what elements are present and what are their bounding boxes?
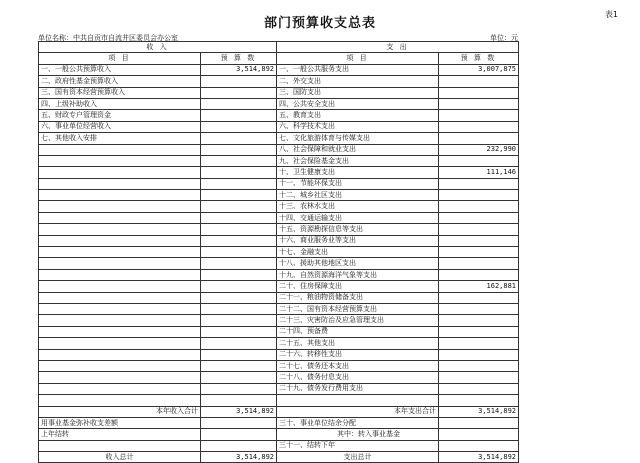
expense-value-cell: 232,990 <box>439 144 519 155</box>
income-item-cell <box>39 303 201 314</box>
table-row <box>39 133 519 144</box>
expense-item-cell <box>277 395 439 406</box>
income-item-cell <box>39 360 201 371</box>
table-row <box>39 87 519 98</box>
expense-item-cell: 十七、金融支出 <box>277 247 439 258</box>
income-value-cell <box>201 178 277 189</box>
expense-item-cell: 二十四、预备费 <box>277 326 439 337</box>
income-value-cell <box>201 338 277 349</box>
expense-value-cell <box>439 110 519 121</box>
income-item-cell <box>39 258 201 269</box>
income-item-cell <box>39 201 201 212</box>
table-row <box>39 155 519 166</box>
income-item-cell <box>39 281 201 292</box>
income-value-cell <box>201 190 277 201</box>
income-item-cell <box>39 292 201 303</box>
table-row <box>39 76 519 87</box>
expense-item-cell: 十、卫生健康支出 <box>277 167 439 178</box>
income-item-cell <box>39 155 201 166</box>
grand-total-row <box>39 452 519 463</box>
grand-expense-value: 3,514,892 <box>439 452 519 463</box>
fund-offset-label: 用事业基金弥补收支差额 <box>39 417 201 428</box>
income-item-cell <box>39 338 201 349</box>
table-row <box>39 247 519 258</box>
carry-row <box>39 417 519 428</box>
income-value-cell <box>201 258 277 269</box>
table-row <box>39 144 519 155</box>
prior-year-value <box>201 429 277 440</box>
income-item-cell <box>39 372 201 383</box>
table-row <box>39 383 519 394</box>
income-item-cell <box>39 395 201 406</box>
income-value-cell <box>201 121 277 132</box>
expense-item-cell: 九、社会保险基金支出 <box>277 155 439 166</box>
expense-item-cell: 十九、自然资源海洋气象等支出 <box>277 269 439 280</box>
income-value-cell <box>201 326 277 337</box>
expense-item-cell: 二十五、其他支出 <box>277 338 439 349</box>
table-row <box>39 121 519 132</box>
income-item-cell <box>39 269 201 280</box>
income-section-header: 收 入 <box>39 42 277 53</box>
table-row <box>39 190 519 201</box>
table-row <box>39 212 519 223</box>
expense-value-cell <box>439 292 519 303</box>
table-row <box>39 235 519 246</box>
income-value-cell <box>201 87 277 98</box>
income-value-cell <box>201 76 277 87</box>
expense-value-cell <box>439 269 519 280</box>
income-value-cell <box>201 372 277 383</box>
income-item-cell <box>39 190 201 201</box>
expense-value-cell: 111,146 <box>439 167 519 178</box>
income-value-cell <box>201 269 277 280</box>
expense-item-cell: 十四、交通运输支出 <box>277 212 439 223</box>
budget-summary-table <box>38 41 519 463</box>
income-item-cell <box>39 349 201 360</box>
expense-item-cell: 二十七、债务还本支出 <box>277 360 439 371</box>
income-item-cell <box>39 178 201 189</box>
expense-value-cell <box>439 383 519 394</box>
unit-name: 单位名称：中共自贡市自流井区委员会办公室 <box>38 34 178 42</box>
expense-item-cell: 八、社会保障和就业支出 <box>277 144 439 155</box>
expense-value-cell <box>439 98 519 109</box>
income-item-cell: 六、事业单位经营收入 <box>39 121 201 132</box>
income-item-cell: 五、财政专户管理资金 <box>39 110 201 121</box>
expense-value-cell <box>439 201 519 212</box>
grand-expense-label: 支出总计 <box>277 452 439 463</box>
grand-income-label: 收入总计 <box>39 452 201 463</box>
expense-item-cell: 五、教育支出 <box>277 110 439 121</box>
income-item-cell <box>39 224 201 235</box>
expense-value-cell: 3,007,875 <box>439 64 519 75</box>
expense-item-cell: 十五、资源勘探信息等支出 <box>277 224 439 235</box>
expense-item-cell: 十一、节能环保支出 <box>277 178 439 189</box>
income-item-cell <box>39 235 201 246</box>
expense-item-cell: 二十九、债务发行费用支出 <box>277 383 439 394</box>
income-value-cell <box>201 155 277 166</box>
expense-value-cell <box>439 178 519 189</box>
unit-of-measure: 单位：元 <box>490 34 518 42</box>
income-item-cell <box>39 212 201 223</box>
table-row <box>39 303 519 314</box>
income-value-cell <box>201 349 277 360</box>
expense-total-label: 本年支出合计 <box>277 406 439 417</box>
income-item-cell <box>39 326 201 337</box>
income-item-cell: 七、其他收入安排 <box>39 133 201 144</box>
income-item-cell: 三、国有资本经营预算收入 <box>39 87 201 98</box>
income-value-cell <box>201 247 277 258</box>
income-value-cell <box>201 235 277 246</box>
income-item-cell: 四、上级补助收入 <box>39 98 201 109</box>
section-header-row <box>39 42 519 53</box>
grand-income-value: 3,514,892 <box>201 452 277 463</box>
next-year-row <box>39 440 519 451</box>
income-budget-header: 预 算 数 <box>201 53 277 64</box>
expense-value-cell <box>439 360 519 371</box>
table-row <box>39 110 519 121</box>
expense-item-cell: 二十六、转移性支出 <box>277 349 439 360</box>
surplus-distribution-value <box>439 417 519 428</box>
expense-value-cell <box>439 349 519 360</box>
expense-item-cell: 二十二、国有资本经营预算支出 <box>277 303 439 314</box>
expense-value-cell <box>439 224 519 235</box>
expense-value-cell <box>439 212 519 223</box>
expense-item-cell: 十八、援助其他地区支出 <box>277 258 439 269</box>
expense-value-cell <box>439 315 519 326</box>
table-row <box>39 201 519 212</box>
table-row <box>39 292 519 303</box>
expense-value-cell <box>439 87 519 98</box>
prior-year-label: 上年结转 <box>39 429 201 440</box>
income-value-cell <box>201 292 277 303</box>
expense-item-cell: 十二、城乡社区支出 <box>277 190 439 201</box>
expense-item-cell: 二十八、债务付息支出 <box>277 372 439 383</box>
next-year-income-value <box>201 440 277 451</box>
expense-budget-header: 预 算 数 <box>439 53 519 64</box>
income-item-cell: 一、一般公共预算收入 <box>39 64 201 75</box>
income-value-cell <box>201 315 277 326</box>
expense-value-cell <box>439 133 519 144</box>
income-value-cell <box>201 212 277 223</box>
income-item-cell <box>39 247 201 258</box>
expense-value-cell <box>439 338 519 349</box>
expense-value-cell <box>439 372 519 383</box>
table-row <box>39 281 519 292</box>
next-year-label: 三十一、结转下年 <box>277 440 439 451</box>
income-item-cell <box>39 144 201 155</box>
income-value-cell <box>201 383 277 394</box>
expense-item-cell: 七、文化旅游体育与传媒支出 <box>277 133 439 144</box>
table-row <box>39 178 519 189</box>
next-year-value <box>439 440 519 451</box>
expense-value-cell <box>439 121 519 132</box>
table-row <box>39 395 519 406</box>
income-value-cell <box>201 98 277 109</box>
table-row <box>39 98 519 109</box>
income-item-cell <box>39 167 201 178</box>
income-value-cell <box>201 281 277 292</box>
table-row <box>39 269 519 280</box>
expense-item-cell: 四、公共安全支出 <box>277 98 439 109</box>
expense-value-cell <box>439 247 519 258</box>
surplus-distribution-label: 三十、事业单位结余分配 <box>277 417 439 428</box>
table-row <box>39 326 519 337</box>
income-value-cell <box>201 395 277 406</box>
table-row <box>39 64 519 75</box>
income-item-cell <box>39 315 201 326</box>
income-item-cell: 二、政府性基金预算收入 <box>39 76 201 87</box>
table-row <box>39 315 519 326</box>
income-item-cell <box>39 383 201 394</box>
next-year-income-blank <box>39 440 201 451</box>
expense-item-cell: 二十、住房保障支出 <box>277 281 439 292</box>
income-value-cell <box>201 201 277 212</box>
table-row <box>39 338 519 349</box>
expense-item-cell: 六、科学技术支出 <box>277 121 439 132</box>
income-value-cell: 3,514,892 <box>201 64 277 75</box>
income-item-header: 项 目 <box>39 53 201 64</box>
income-value-cell <box>201 167 277 178</box>
income-total-value: 3,514,892 <box>201 406 277 417</box>
prior-year-row <box>39 429 519 440</box>
table-row <box>39 167 519 178</box>
annual-total-row <box>39 406 519 417</box>
expense-item-cell: 二十三、灾害防治及应急管理支出 <box>277 315 439 326</box>
transfer-fund-value <box>439 429 519 440</box>
expense-item-cell: 二十一、粮油物资储备支出 <box>277 292 439 303</box>
expense-item-cell: 一、一般公共服务支出 <box>277 64 439 75</box>
sheet-number: 表1 <box>604 10 618 19</box>
expense-item-cell: 十六、商业服务业等支出 <box>277 235 439 246</box>
income-value-cell <box>201 110 277 121</box>
expense-item-cell: 二、外交支出 <box>277 76 439 87</box>
expense-value-cell: 162,881 <box>439 281 519 292</box>
expense-value-cell <box>439 155 519 166</box>
expense-value-cell <box>439 395 519 406</box>
table-row <box>39 372 519 383</box>
transfer-fund-label: 其中：转入事业基金 <box>277 429 439 440</box>
expense-item-cell: 三、国防支出 <box>277 87 439 98</box>
expense-section-header: 支 出 <box>277 42 519 53</box>
income-value-cell <box>201 144 277 155</box>
expense-value-cell <box>439 258 519 269</box>
table-row <box>39 360 519 371</box>
table-row <box>39 349 519 360</box>
expense-value-cell <box>439 235 519 246</box>
fund-offset-value <box>201 417 277 428</box>
expense-total-value: 3,514,892 <box>439 406 519 417</box>
expense-item-cell: 十三、农林水支出 <box>277 201 439 212</box>
table-row <box>39 224 519 235</box>
expense-value-cell <box>439 190 519 201</box>
income-value-cell <box>201 224 277 235</box>
page-title: 部门预算收支总表 <box>263 16 376 31</box>
expense-value-cell <box>439 326 519 337</box>
income-total-label: 本年收入合计 <box>39 406 201 417</box>
income-value-cell <box>201 133 277 144</box>
table-row <box>39 258 519 269</box>
income-value-cell <box>201 360 277 371</box>
expense-item-header: 项 目 <box>277 53 439 64</box>
column-header-row <box>39 53 519 64</box>
expense-value-cell <box>439 76 519 87</box>
expense-value-cell <box>439 303 519 314</box>
income-value-cell <box>201 303 277 314</box>
